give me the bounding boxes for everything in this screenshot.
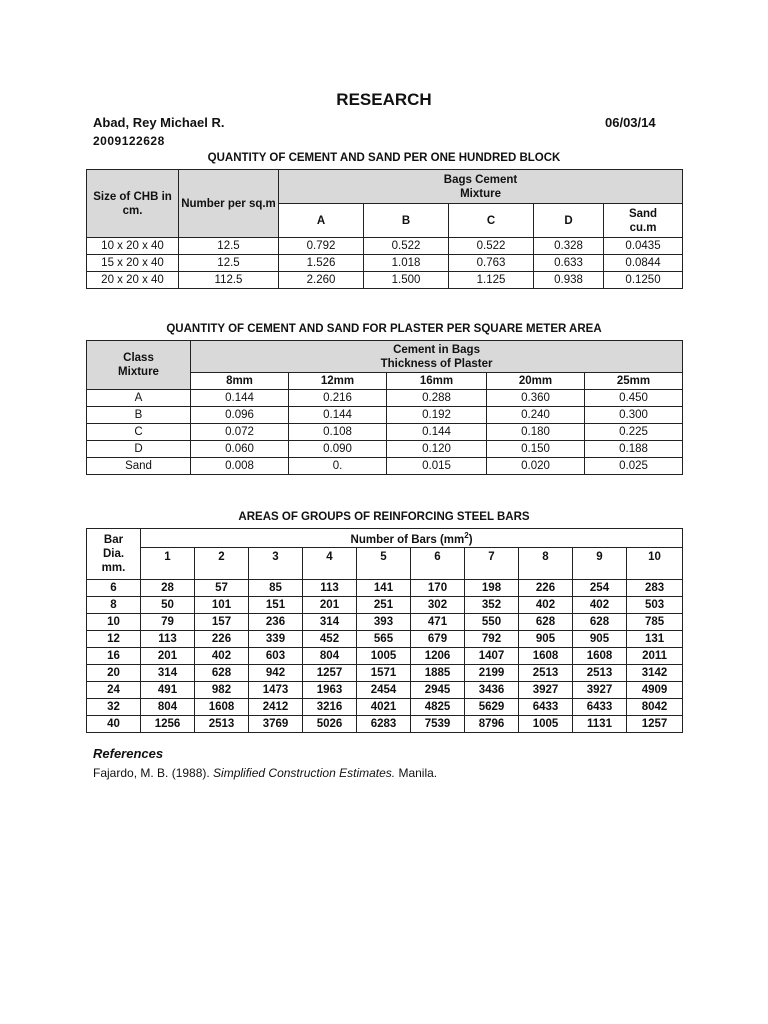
table-cell: 339 (249, 630, 303, 647)
table-cell: 50 (141, 596, 195, 613)
header-bars-10: 10 (627, 547, 683, 579)
author-name: Abad, Rey Michael R. (93, 115, 225, 130)
header-16mm: 16mm (387, 373, 487, 390)
table-cell: 4825 (411, 698, 465, 715)
table-cell: 201 (303, 596, 357, 613)
table-cell: A (87, 390, 191, 407)
table-cell: 0.072 (191, 424, 289, 441)
table-cell: 792 (465, 630, 519, 647)
table-cell: 1256 (141, 715, 195, 732)
table-row (87, 715, 683, 732)
table-cell: 0.096 (191, 407, 289, 424)
table-cell: 1.018 (364, 255, 449, 272)
table-cell: 2454 (357, 681, 411, 698)
table-cell: 2945 (411, 681, 465, 698)
table-row (87, 630, 683, 647)
table-cell: 0.792 (279, 238, 364, 255)
table-cell: 0.0844 (604, 255, 683, 272)
table-cell: 0.522 (449, 238, 534, 255)
table-row (87, 698, 683, 715)
table-cell: 151 (249, 596, 303, 613)
table-cell: 1206 (411, 647, 465, 664)
header-bars-3: 3 (249, 547, 303, 579)
table-cell: B (87, 407, 191, 424)
table-cell: 1257 (627, 715, 683, 732)
table-cell: 141 (357, 579, 411, 596)
plaster-cement-table (86, 340, 683, 475)
reference-citation: Fajardo, M. B. (1988). Simplified Construction Estimates. Manila. (93, 766, 438, 780)
header-bags-cement-mixture: Bags Cement Mixture (279, 170, 683, 204)
table-cell: 302 (411, 596, 465, 613)
table-cell: 4021 (357, 698, 411, 715)
table-cell: 0.240 (487, 407, 585, 424)
table-row (87, 238, 683, 255)
table-cell: 24 (87, 681, 141, 698)
table-cell: 8796 (465, 715, 519, 732)
table-cell: 503 (627, 596, 683, 613)
table-cell: 2513 (519, 664, 573, 681)
steel-bar-areas-table (86, 528, 683, 733)
table-cell: 3927 (573, 681, 627, 698)
table-cell: 628 (195, 664, 249, 681)
table-cell: 0.360 (487, 390, 585, 407)
references-heading: References (93, 746, 164, 761)
table-cell: 0.522 (364, 238, 449, 255)
table-cell: 314 (141, 664, 195, 681)
table-row (87, 441, 683, 458)
table-cell: 28 (141, 579, 195, 596)
table-cell: 0.108 (289, 424, 387, 441)
table-cell: 32 (87, 698, 141, 715)
table-cell: 0.938 (534, 272, 604, 289)
table-cell: 1005 (519, 715, 573, 732)
table-cell: 1571 (357, 664, 411, 681)
table-cell: 8 (87, 596, 141, 613)
table-cell: 804 (303, 647, 357, 664)
table2-caption: QUANTITY OF CEMENT AND SAND FOR PLASTER PER SQUARE METER AREA (166, 323, 602, 335)
table-cell: 628 (519, 613, 573, 630)
table-cell: 2412 (249, 698, 303, 715)
table-cell: 6283 (357, 715, 411, 732)
student-id-number: 2009122628 (93, 134, 165, 148)
table-cell: 113 (141, 630, 195, 647)
table3-caption: AREAS OF GROUPS OF REINFORCING STEEL BARS (238, 511, 530, 523)
header-cement-in-bags: Cement in Bags Thickness of Plaster (191, 341, 683, 373)
table-cell: 0.144 (289, 407, 387, 424)
table-row (87, 272, 683, 289)
table-cell: 2.260 (279, 272, 364, 289)
table-cell: 85 (249, 579, 303, 596)
table-cell: 0.120 (387, 441, 487, 458)
table-row (87, 424, 683, 441)
table-cell: 0.144 (191, 390, 289, 407)
table-cell: 603 (249, 647, 303, 664)
header-bars-6: 6 (411, 547, 465, 579)
table-cell: 0.144 (387, 424, 487, 441)
table-cell: 0.060 (191, 441, 289, 458)
table-cell: 471 (411, 613, 465, 630)
table-cell: 942 (249, 664, 303, 681)
header-number-per-sqm: Number per sq.m (179, 170, 279, 238)
header-bars-1: 1 (141, 547, 195, 579)
table-cell: 452 (303, 630, 357, 647)
table-cell: 57 (195, 579, 249, 596)
table-cell: 1257 (303, 664, 357, 681)
table-cell: 101 (195, 596, 249, 613)
table-cell: D (87, 441, 191, 458)
table-cell: 15 x 20 x 40 (87, 255, 179, 272)
table-cell: 12 (87, 630, 141, 647)
header-12mm: 12mm (289, 373, 387, 390)
header-col-sand: Sand cu.m (604, 204, 683, 238)
header-bars-4: 4 (303, 547, 357, 579)
header-bars-9: 9 (573, 547, 627, 579)
table-cell: 198 (465, 579, 519, 596)
table-cell: 254 (573, 579, 627, 596)
table-cell: 0.020 (487, 458, 585, 475)
table-row (87, 596, 683, 613)
table-cell: 5026 (303, 715, 357, 732)
header-bars-5: 5 (357, 547, 411, 579)
table-cell: 2513 (195, 715, 249, 732)
table-cell: 16 (87, 647, 141, 664)
table-cell: Sand (87, 458, 191, 475)
table-cell: 0.008 (191, 458, 289, 475)
table-cell: 1.500 (364, 272, 449, 289)
table-cell: 491 (141, 681, 195, 698)
table-cell: 0.216 (289, 390, 387, 407)
table-row (87, 390, 683, 407)
table-row (87, 407, 683, 424)
table-cell: 1407 (465, 647, 519, 664)
table-cell: 7539 (411, 715, 465, 732)
table-cell: 0. (289, 458, 387, 475)
table-cell: 0.090 (289, 441, 387, 458)
table-cell: 20 x 20 x 40 (87, 272, 179, 289)
table-row (87, 613, 683, 630)
table-cell: 0.225 (585, 424, 683, 441)
table-cell: 0.015 (387, 458, 487, 475)
table-cell: 1608 (195, 698, 249, 715)
table-cell: 6 (87, 579, 141, 596)
table-cell: 352 (465, 596, 519, 613)
table-cell: 0.763 (449, 255, 534, 272)
table-row (87, 681, 683, 698)
table-cell: 1131 (573, 715, 627, 732)
table-cell: 226 (519, 579, 573, 596)
table-cell: 8042 (627, 698, 683, 715)
table1-caption: QUANTITY OF CEMENT AND SAND PER ONE HUNDRED BLOCK (207, 152, 561, 164)
table-cell: 4909 (627, 681, 683, 698)
document-date: 06/03/14 (605, 115, 656, 130)
table-cell: 2199 (465, 664, 519, 681)
header-col-a: A (279, 204, 364, 238)
header-number-of-bars: Number of Bars $(mm^2)$ (141, 529, 683, 548)
table-cell: 12.5 (179, 238, 279, 255)
table-row (87, 458, 683, 475)
table-cell: 0.1250 (604, 272, 683, 289)
table-cell: 283 (627, 579, 683, 596)
table-cell: 10 x 20 x 40 (87, 238, 179, 255)
table-cell: 236 (249, 613, 303, 630)
table-cell: 12.5 (179, 255, 279, 272)
table-cell: 0.288 (387, 390, 487, 407)
header-bars-8: 8 (519, 547, 573, 579)
table-cell: 157 (195, 613, 249, 630)
header-bar-diameter: Bar Dia. mm. (87, 529, 141, 580)
table-cell: 314 (303, 613, 357, 630)
table-cell: 251 (357, 596, 411, 613)
table-cell: 0.450 (585, 390, 683, 407)
table-row (87, 579, 683, 596)
table-cell: 0.025 (585, 458, 683, 475)
table-cell: 112.5 (179, 272, 279, 289)
table-cell: 1608 (573, 647, 627, 664)
table-cell: 10 (87, 613, 141, 630)
header-chb-size: Size of CHB in cm. (87, 170, 179, 238)
table-cell: 1963 (303, 681, 357, 698)
table-cell: 3769 (249, 715, 303, 732)
table-row (87, 255, 683, 272)
table-cell: 785 (627, 613, 683, 630)
table-cell: 113 (303, 579, 357, 596)
chb-cement-table (86, 169, 683, 289)
table-cell: 226 (195, 630, 249, 647)
table-cell: 2011 (627, 647, 683, 664)
table-cell: 1473 (249, 681, 303, 698)
header-8mm: 8mm (191, 373, 289, 390)
header-25mm: 25mm (585, 373, 683, 390)
table-cell: 804 (141, 698, 195, 715)
table-cell: 3927 (519, 681, 573, 698)
table-cell: 0.188 (585, 441, 683, 458)
table-cell: 3436 (465, 681, 519, 698)
table-cell: 6433 (573, 698, 627, 715)
header-bars-2: 2 (195, 547, 249, 579)
table-cell: 402 (195, 647, 249, 664)
table-cell: 679 (411, 630, 465, 647)
table-cell: 6433 (519, 698, 573, 715)
table-cell: C (87, 424, 191, 441)
table-cell: 1608 (519, 647, 573, 664)
header-class-mixture: Class Mixture (87, 341, 191, 390)
table-cell: 0.192 (387, 407, 487, 424)
table-cell: 40 (87, 715, 141, 732)
table-cell: 905 (573, 630, 627, 647)
table-cell: 3216 (303, 698, 357, 715)
table-cell: 0.300 (585, 407, 683, 424)
table-cell: 201 (141, 647, 195, 664)
header-bars-7: 7 (465, 547, 519, 579)
table-cell: 79 (141, 613, 195, 630)
table-cell: 0.328 (534, 238, 604, 255)
table-cell: 2513 (573, 664, 627, 681)
header-20mm: 20mm (487, 373, 585, 390)
table-cell: 402 (519, 596, 573, 613)
table-cell: 5629 (465, 698, 519, 715)
table-cell: 0.0435 (604, 238, 683, 255)
table-cell: 0.180 (487, 424, 585, 441)
table-row (87, 647, 683, 664)
table-cell: 550 (465, 613, 519, 630)
header-col-d: D (534, 204, 604, 238)
document-title: RESEARCH (336, 90, 432, 109)
header-col-c: C (449, 204, 534, 238)
table-cell: 3142 (627, 664, 683, 681)
table-cell: 402 (573, 596, 627, 613)
table-cell: 905 (519, 630, 573, 647)
table-cell: 170 (411, 579, 465, 596)
table-row (87, 664, 683, 681)
table-cell: 1005 (357, 647, 411, 664)
table-cell: 1.125 (449, 272, 534, 289)
table-cell: 565 (357, 630, 411, 647)
header-col-b: B (364, 204, 449, 238)
table-cell: 131 (627, 630, 683, 647)
table-cell: 0.633 (534, 255, 604, 272)
table-cell: 982 (195, 681, 249, 698)
table-cell: 628 (573, 613, 627, 630)
table-cell: 393 (357, 613, 411, 630)
reference-book-title: Simplified Construction Estimates. (213, 766, 396, 780)
table-cell: 1885 (411, 664, 465, 681)
table-cell: 1.526 (279, 255, 364, 272)
table-cell: 20 (87, 664, 141, 681)
table-cell: 0.150 (487, 441, 585, 458)
